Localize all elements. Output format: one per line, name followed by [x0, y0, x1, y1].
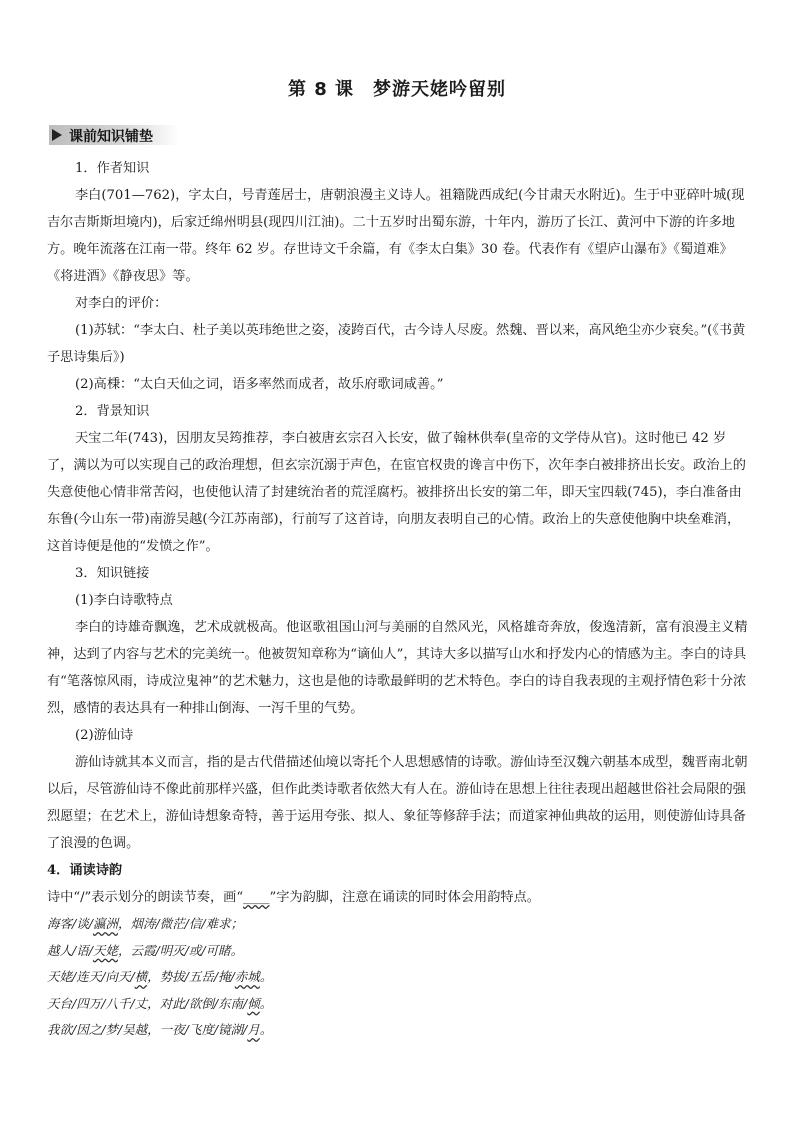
- page-title: 第 8 课 梦游天姥吟留别: [287, 79, 507, 100]
- poem-line: 天姥/连天/向天/横，势拔/五岳/掩/赤城。: [47, 969, 273, 984]
- content-body: [47, 155, 751, 1044]
- evaluation-intro: 对李白的评价：: [75, 296, 168, 311]
- rhyme-word: 赤城: [234, 969, 260, 984]
- poem-line: 我欲/因之/梦/吴越，一夜/飞度/镜湖/月。: [47, 1022, 273, 1037]
- recite-instruction-b: ”字为韵脚，注意在诵读的同时体会用韵特点。: [269, 890, 540, 905]
- rhyme-mark-sample: ____: [243, 890, 270, 905]
- arrow-icon: [52, 129, 62, 141]
- links-heading: 3．知识链接: [75, 566, 150, 581]
- author-bio: 李白(701—762)，字太白，号青莲居士，唐朝浪漫主义诗人。祖籍陇西成纪(今甘肃天水附近)。生于中亚碎叶城(现吉尔吉斯斯坦境内)，后家迁绵州明县(现四川江油)。二十五岁时出蜀东游，十年内，游历了长江、黄河中下游的许多地方。晚年流落在江南一带。终年 62 岁。存世诗文千余篇，有《李太白集》30 卷。代表作有《望庐山瀑布》《蜀道难》《将进酒》《静夜思》等。: [47, 188, 745, 284]
- rhyme-word: 天姥: [92, 942, 118, 958]
- links-features-text: 李白的诗雄奇飘逸，艺术成就极高。他讴歌祖国山河与美丽的自然风光，风格雄奇奔放，俊逸清新，富有浪漫主义精神，达到了内容与艺术的完美统一。他被贺知章称为“谪仙人”，其诗大多以描写山水和抒发内心的情感为主。李白的诗具有“笔落惊风雨，诗成泣鬼神”的艺术魅力，这也是他的诗歌最鲜明的艺术特色。李白的诗自我表现的主观抒情色彩十分浓烈，感情的表达具有一种排山倒海、一泻千里的气势。: [47, 620, 748, 716]
- evaluation-gao-bing: (2)高棅：“太白天仙之词，语多率然而成者，故乐府歌词咸善。”: [75, 377, 444, 392]
- section-label: 课前知识铺垫: [69, 129, 153, 145]
- background-text: 天宝二年(743)，因朋友吴筠推荐，李白被唐玄宗召入长安，做了翰林供奉(皇帝的文学侍从官)。这时他已 42 岁了，满以为可以实现自己的政治理想，但玄宗沉溺于声色，在宦官权贵的谗言中伤下，次年李白被排挤出长安。政治上的失意使他心情非常苦闷，也使他认清了封建统治者的荒淫腐朽。被排挤出长安的第二年，即天宝四载(745)，李白准备由东鲁(今山东一带)南游吴越(今江苏南部)，行前写了这首诗，向朋友表明自己的心情。政治上的失意使他胸中块垒难消，这首诗便是他的“发愤之作”。: [47, 431, 746, 554]
- rhyme-word: 瀛洲: [92, 916, 118, 931]
- poem-line: 天台/四万/八千/丈，对此/欲倒/东南/倾。: [47, 995, 273, 1011]
- links-subheading-features: (1)李白诗歌特点: [75, 593, 173, 608]
- rhyme-word: 月: [247, 1022, 260, 1037]
- poem-line: 海客/谈/瀛洲，烟涛/微茫/信/难求；: [47, 916, 244, 931]
- background-heading: 2．背景知识: [75, 404, 150, 419]
- recite-heading: 4．诵读诗韵: [47, 863, 123, 878]
- poem-lines: [47, 911, 751, 1044]
- links-subheading-youxian: (2)游仙诗: [75, 728, 134, 743]
- links-youxian-text: 游仙诗就其本义而言，指的是古代借描述仙境以寄托个人思想感情的诗歌。游仙诗至汉魏六朝基本成型，魏晋南北朝以后，尽管游仙诗不像此前那样兴盛，但作此类诗歌者依然大有人在。游仙诗在思想上往往表现出超越世俗社会局限的强烈愿望；在艺术上，游仙诗想象奇特，善于运用夸张、拟人、象征等修辞手法；而道家神仙典故的运用，则使游仙诗具备了浪漫的色调。: [47, 755, 748, 851]
- evaluation-su-shi: (1)苏轼：“李太白、杜子美以英玮绝世之姿，凌跨百代，古今诗人尽废。然魏、晋以来，高风绝尘亦少衰矣。”(《书黄子思诗集后》): [47, 323, 746, 365]
- poem-line: 越人/语/天姥，云霞/明灭/或/可睹。: [47, 942, 244, 958]
- rhyme-word: 横: [134, 969, 148, 984]
- author-heading: 1．作者知识: [75, 161, 150, 176]
- rhyme-word: 倾: [247, 995, 260, 1011]
- recite-instruction-a: 诗中“/”表示划分的朗读节奏，画“: [47, 890, 244, 905]
- section-header: [49, 125, 179, 145]
- recite-instruction: [47, 884, 751, 911]
